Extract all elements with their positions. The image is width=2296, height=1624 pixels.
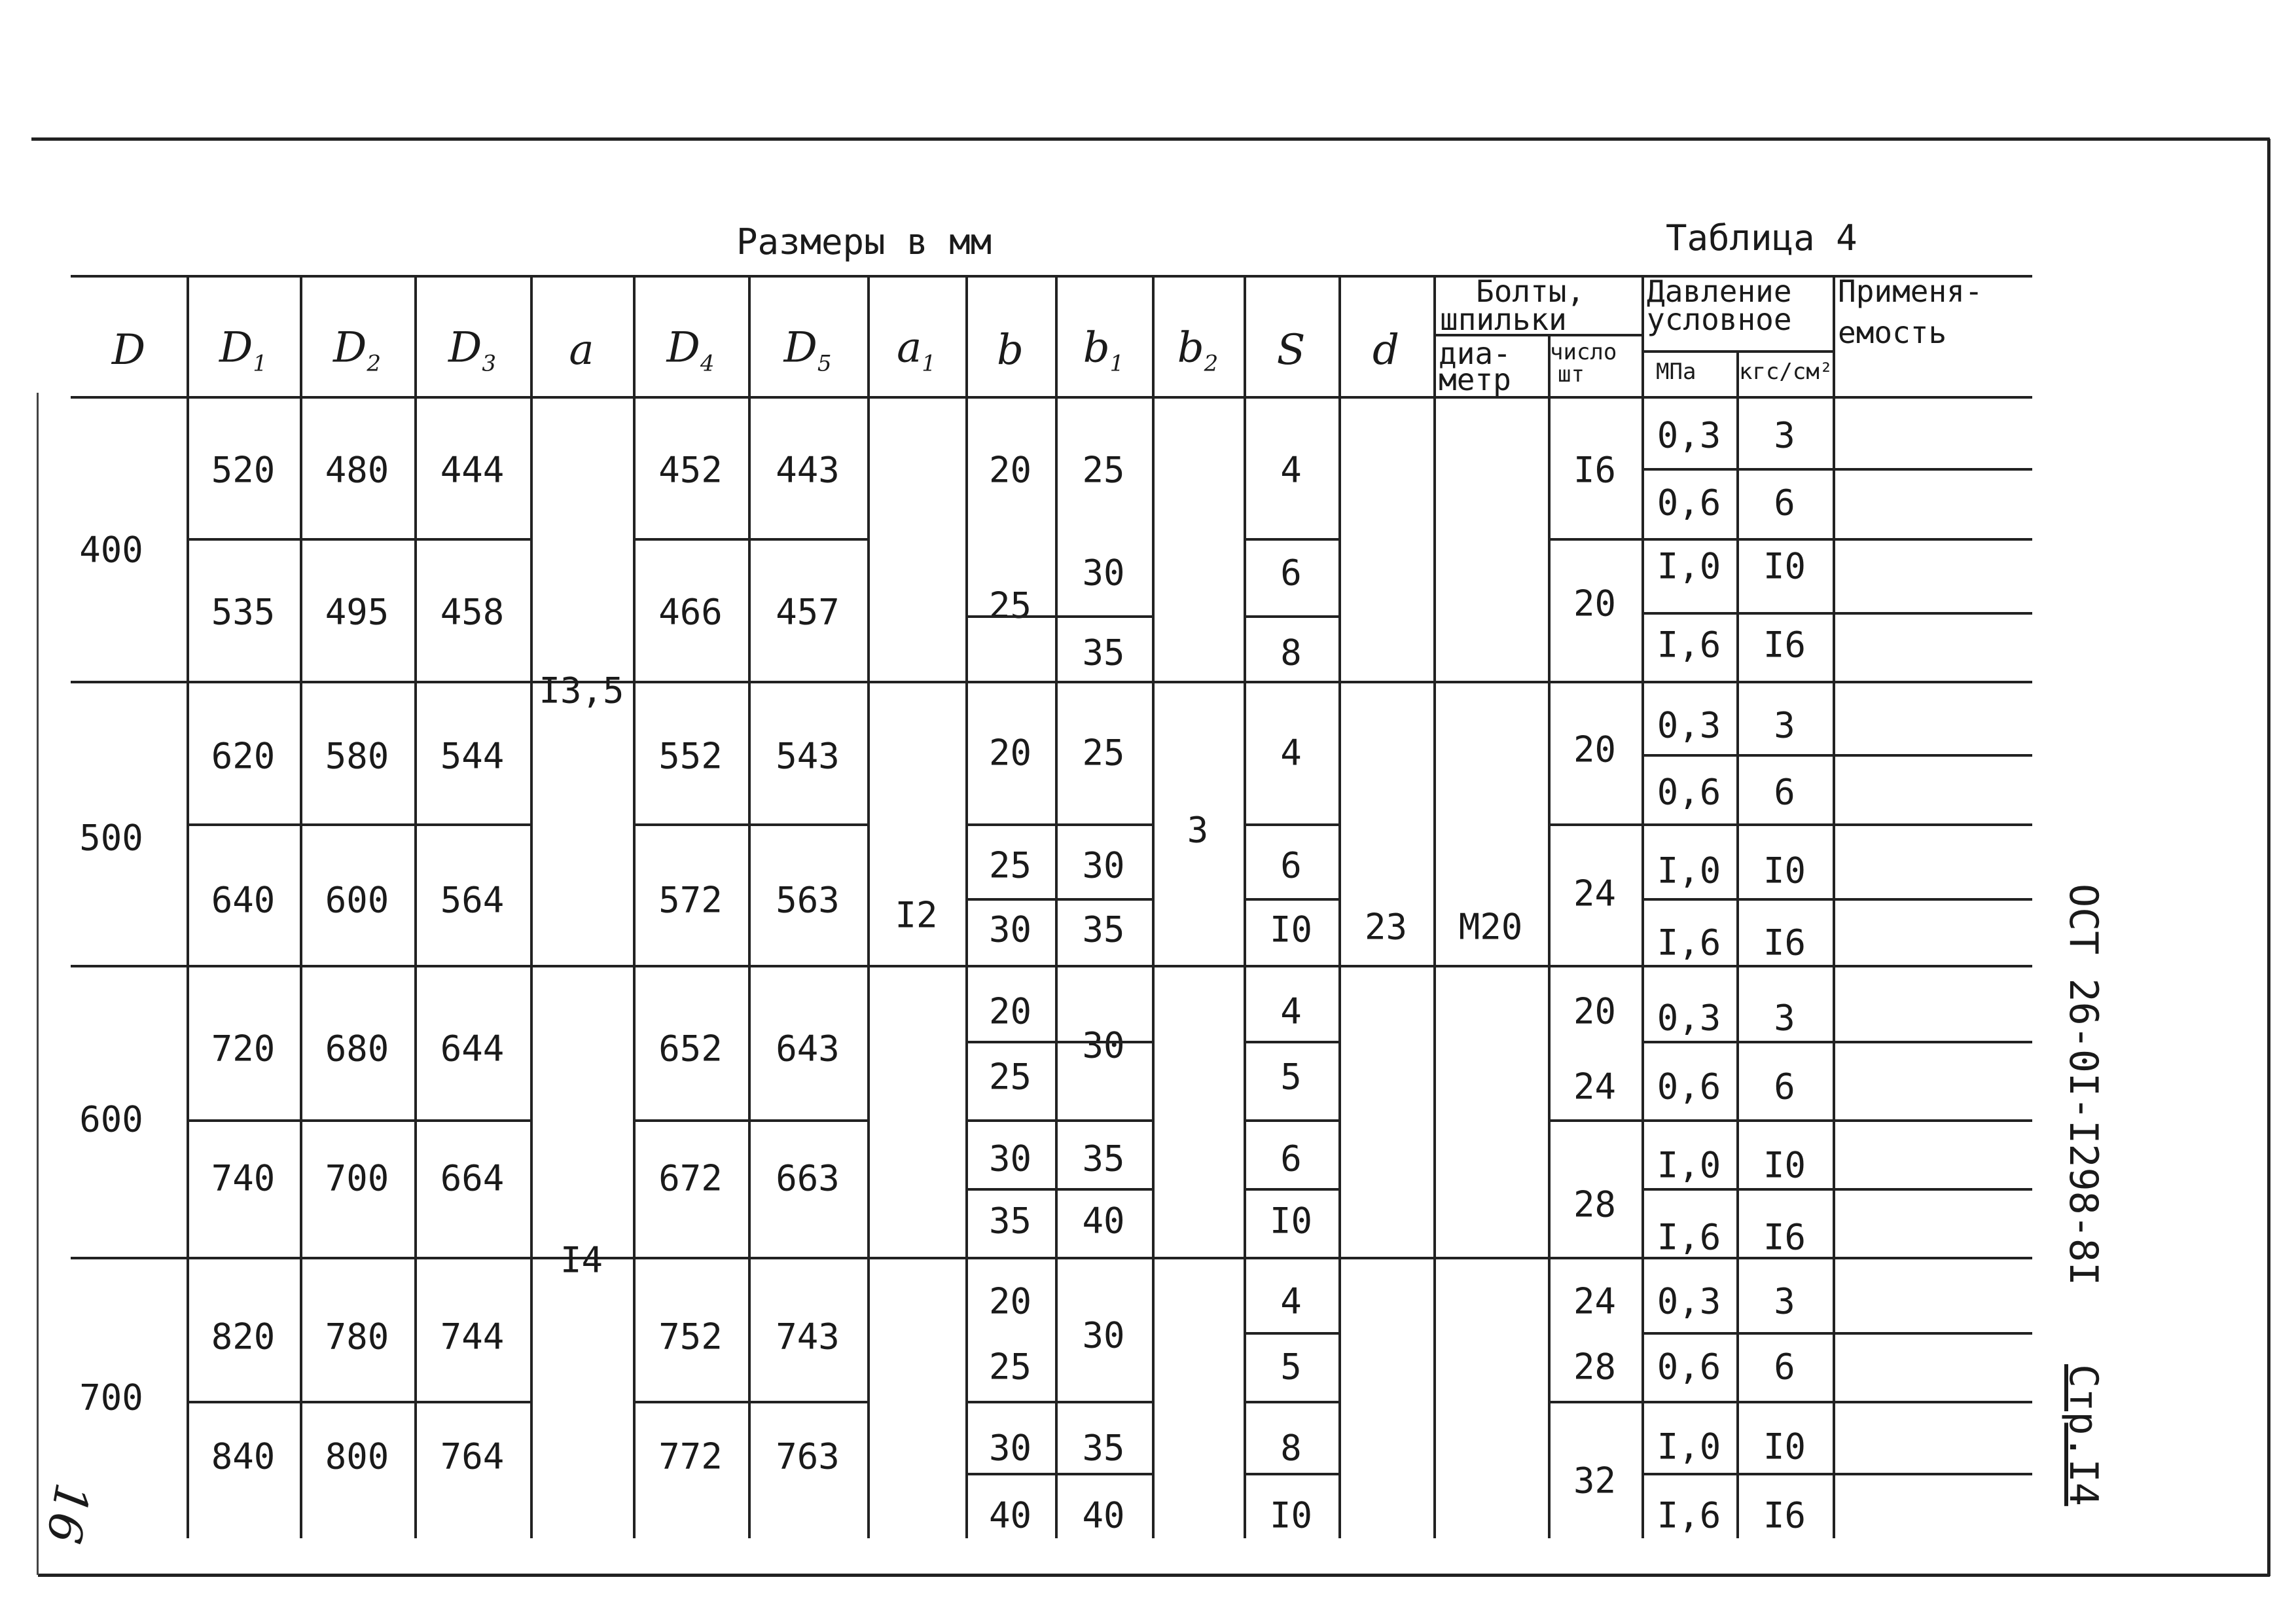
S-subrow-rule-0 xyxy=(1244,615,1338,618)
cell-S: I0 xyxy=(1269,909,1313,950)
frame-right-border xyxy=(2267,139,2270,1576)
S-subrow-rule-2 xyxy=(1244,1041,1338,1043)
cell-D3: 564 xyxy=(440,879,505,921)
header-bolt-count: число xyxy=(1550,339,1617,365)
column-rule-8 xyxy=(1055,275,1058,1538)
cell-pressure-kgf: I6 xyxy=(1763,1216,1806,1258)
header-usage-2: емость xyxy=(1838,315,1947,350)
S-subrow-rule-1 xyxy=(1244,898,1338,901)
header-D5-letter: D xyxy=(783,323,817,372)
cell-D2: 580 xyxy=(325,735,389,777)
column-rule-1 xyxy=(300,275,302,1538)
column-rule-3 xyxy=(530,275,533,1538)
cell-pressure-mpa: 0,3 xyxy=(1657,414,1721,456)
pressure-row-rule-1 xyxy=(1641,612,2032,615)
b-group-rule-1 xyxy=(965,1119,1152,1122)
cell-S: 4 xyxy=(1280,732,1302,774)
cell-D3: 458 xyxy=(440,591,505,633)
header-b2-index: 2 xyxy=(1204,350,1219,377)
cell-pressure-kgf: I6 xyxy=(1763,922,1806,964)
cell-D4: 652 xyxy=(658,1028,723,1070)
header-usage: Применя- xyxy=(1838,274,1983,309)
group-rule-1 xyxy=(71,965,2032,967)
header-mpa: МПа xyxy=(1656,359,1696,385)
header-pressure-2: условное xyxy=(1647,302,1792,337)
header-D-letter: D xyxy=(111,326,146,374)
header-a1-index: 1 xyxy=(922,350,936,377)
cell-a1: I2 xyxy=(895,894,938,936)
cell-b: 20 xyxy=(988,732,1032,774)
header-bolts: Болты, xyxy=(1476,274,1585,309)
header-b1 xyxy=(1083,324,1124,377)
header-b-letter: b xyxy=(997,326,1024,374)
cell-D2: 480 xyxy=(325,449,389,491)
cell-bolt-count: 20 xyxy=(1573,990,1617,1032)
cell-bolt-count: I6 xyxy=(1573,449,1617,491)
header-D4-letter: D xyxy=(666,323,700,372)
header-D1 xyxy=(219,324,267,377)
cell-S: 6 xyxy=(1280,1138,1302,1180)
cell-pressure-kgf: 6 xyxy=(1774,482,1795,524)
pressure-row-rule-0 xyxy=(1641,468,2032,471)
cell-D4: 466 xyxy=(658,591,723,633)
cell-b: 40 xyxy=(988,1494,1032,1536)
cell-b: 30 xyxy=(988,909,1032,950)
b-group-rule-2 xyxy=(965,1401,1152,1403)
cell-pressure-mpa: 0,3 xyxy=(1657,997,1721,1039)
column-rule-16 xyxy=(1833,275,1835,1538)
b-subrow-rule-3 xyxy=(965,1188,1152,1191)
cell-pressure-kgf: 6 xyxy=(1774,771,1795,813)
cell-D4: 752 xyxy=(658,1316,723,1358)
cell-S: 8 xyxy=(1280,1427,1302,1469)
cell-S: 5 xyxy=(1280,1346,1302,1388)
page-number: Стр.I4 xyxy=(2060,1364,2106,1506)
cell-D5: 743 xyxy=(776,1316,840,1358)
cell-D5: 457 xyxy=(776,591,840,633)
cell-pressure-kgf: I0 xyxy=(1763,1144,1806,1186)
subgroup-rule-mid-1 xyxy=(633,823,867,826)
cell-bolt-count: 20 xyxy=(1573,583,1617,624)
cell-S: 6 xyxy=(1280,844,1302,886)
cell-D3: 444 xyxy=(440,449,505,491)
cell-D2: 800 xyxy=(325,1435,389,1477)
cell-pressure-mpa: I,6 xyxy=(1657,1494,1721,1536)
cell-S: I0 xyxy=(1269,1200,1313,1242)
cell-b: 35 xyxy=(988,1200,1032,1242)
header-a xyxy=(569,326,594,374)
cell-pressure-kgf: 6 xyxy=(1774,1066,1795,1108)
cell-b1: 35 xyxy=(1082,909,1125,950)
cell-D3: 544 xyxy=(440,735,505,777)
header-D5-index: 5 xyxy=(817,350,832,377)
cell-D4: 452 xyxy=(658,449,723,491)
cell-b1: 30 xyxy=(1082,1024,1125,1066)
cell-b: 20 xyxy=(988,990,1032,1032)
cell-bolt-count: 24 xyxy=(1573,1280,1617,1322)
cell-D5: 663 xyxy=(776,1157,840,1199)
cell-b: 25 xyxy=(988,1056,1032,1098)
cell-pressure-kgf: 3 xyxy=(1774,1280,1795,1322)
cell-b1: 35 xyxy=(1082,1427,1125,1469)
cell-bolt-count: 32 xyxy=(1573,1460,1617,1502)
cell-pressure-kgf: I6 xyxy=(1763,1494,1806,1536)
S-subrow-rule-4 xyxy=(1244,1332,1338,1335)
header-D2 xyxy=(333,324,381,377)
count-rule-1 xyxy=(1548,823,1641,826)
cell-b1: 25 xyxy=(1082,449,1125,491)
frame-bottom-border xyxy=(38,1574,2270,1577)
count-rule-2 xyxy=(1548,1119,1641,1122)
S-group-rule-3 xyxy=(1244,1401,1338,1403)
cell-D2: 495 xyxy=(325,591,389,633)
cell-b1: 30 xyxy=(1082,844,1125,886)
cell-S: 6 xyxy=(1280,552,1302,594)
cell-bolt-count: 28 xyxy=(1573,1346,1617,1388)
cell-D5: 643 xyxy=(776,1028,840,1070)
cell-D1: 740 xyxy=(211,1157,276,1199)
cell-b1: 25 xyxy=(1082,732,1125,774)
cell-b1: 30 xyxy=(1082,1314,1125,1356)
cell-pressure-kgf: 3 xyxy=(1774,704,1795,746)
cell-pressure-mpa: I,0 xyxy=(1657,1144,1721,1186)
cell-b1: 35 xyxy=(1082,632,1125,674)
column-rule-14 xyxy=(1641,275,1644,1538)
cell-b: 20 xyxy=(988,1280,1032,1322)
pressure-row-rule-7 xyxy=(1641,1473,2032,1475)
units-caption: Размеры в мм xyxy=(736,221,992,262)
cell-D4: 572 xyxy=(658,879,723,921)
cell-bolt-count: 20 xyxy=(1573,729,1617,770)
cell-S: 4 xyxy=(1280,990,1302,1032)
cell-pressure-kgf: I6 xyxy=(1763,624,1806,666)
cell-a: I3,5 xyxy=(539,670,624,712)
column-rule-6 xyxy=(867,275,870,1538)
column-rule-9 xyxy=(1152,275,1155,1538)
cell-pressure-mpa: I,6 xyxy=(1657,1216,1721,1258)
b-subrow-rule-1 xyxy=(965,898,1152,901)
cell-bolt-count: 24 xyxy=(1573,1066,1617,1108)
header-bolts-2: шпильки xyxy=(1440,302,1567,337)
cell-b: 20 xyxy=(988,449,1032,491)
standard-code: ОСТ 26-0I-I298-8I xyxy=(2060,884,2106,1286)
column-rule-7 xyxy=(965,275,968,1538)
table-caption: Таблица 4 xyxy=(1666,217,1857,259)
column-rule-0 xyxy=(187,275,189,1538)
header-kgf: кгс/см² xyxy=(1739,359,1833,385)
cell-D1: 520 xyxy=(211,449,276,491)
cell-S: I0 xyxy=(1269,1494,1313,1536)
header-D1-index: 1 xyxy=(253,350,267,377)
pressure-row-rule-3 xyxy=(1641,898,2032,901)
subgroup-rule-mid-0 xyxy=(633,538,867,541)
cell-b2: 3 xyxy=(1187,809,1209,851)
header-b xyxy=(997,326,1024,374)
cell-D: 400 xyxy=(79,529,143,571)
header-S-letter: S xyxy=(1276,326,1306,374)
column-rule-11 xyxy=(1338,275,1341,1538)
column-rule-12 xyxy=(1433,275,1436,1538)
cell-D5: 543 xyxy=(776,735,840,777)
cell-pressure-mpa: I,0 xyxy=(1657,545,1721,587)
header-S xyxy=(1277,326,1306,374)
pressure-row-rule-4 xyxy=(1641,1041,2032,1043)
header-b1-letter: b xyxy=(1083,323,1110,372)
cell-pressure-kgf: I0 xyxy=(1763,545,1806,587)
pressure-row-rule-5 xyxy=(1641,1188,2032,1191)
subgroup-rule-left-3 xyxy=(187,1401,530,1403)
cell-pressure-mpa: 0,6 xyxy=(1657,771,1721,813)
b-subrow-rule-0 xyxy=(965,615,1152,618)
column-rule-4 xyxy=(633,275,636,1538)
cell-b1: 40 xyxy=(1082,1494,1125,1536)
frame-left-border xyxy=(37,393,39,1575)
frame-top-border xyxy=(31,137,2270,141)
cell-pressure-kgf: 3 xyxy=(1774,997,1795,1039)
cell-b: 25 xyxy=(988,844,1032,886)
cell-D4: 772 xyxy=(658,1435,723,1477)
cell-pressure-kgf: I0 xyxy=(1763,850,1806,892)
cell-D3: 664 xyxy=(440,1157,505,1199)
header-bolt-count-2: шт xyxy=(1558,361,1585,388)
group-rule-0 xyxy=(71,681,2032,683)
header-bolt-diameter-2: метр xyxy=(1439,362,1511,397)
header-D2-letter: D xyxy=(333,323,367,372)
column-rule-10 xyxy=(1244,275,1246,1538)
cell-D1: 820 xyxy=(211,1316,276,1358)
cell-pressure-kgf: I0 xyxy=(1763,1426,1806,1468)
cell-pressure-mpa: I,0 xyxy=(1657,850,1721,892)
cell-pressure-mpa: 0,6 xyxy=(1657,1346,1721,1388)
header-b2-letter: b xyxy=(1177,323,1204,372)
side-stamp xyxy=(2060,884,2106,1506)
cell-D2: 600 xyxy=(325,879,389,921)
group-rule-2 xyxy=(71,1257,2032,1259)
b-subrow-rule-4 xyxy=(965,1473,1152,1475)
cell-D1: 720 xyxy=(211,1028,276,1070)
cell-D4: 672 xyxy=(658,1157,723,1199)
cell-b: 25 xyxy=(988,1346,1032,1388)
header-a1 xyxy=(897,324,936,377)
b-group-rule-0 xyxy=(965,823,1152,826)
cell-S: 4 xyxy=(1280,449,1302,491)
cell-pressure-mpa: I,6 xyxy=(1657,624,1721,666)
header-D3 xyxy=(448,324,496,377)
header-D4-index: 4 xyxy=(700,350,715,377)
header-pressure: Давление xyxy=(1647,274,1792,309)
header-D3-index: 3 xyxy=(482,350,496,377)
header-a-letter: a xyxy=(569,326,594,374)
cell-D2: 700 xyxy=(325,1157,389,1199)
cell-pressure-kgf: 3 xyxy=(1774,414,1795,456)
b-subrow-rule-2 xyxy=(965,1041,1152,1043)
header-b1-index: 1 xyxy=(1109,350,1124,377)
cell-bolt-count: 24 xyxy=(1573,873,1617,914)
cell-S: 5 xyxy=(1280,1056,1302,1098)
S-group-rule-0 xyxy=(1244,538,1338,541)
cell-S: 8 xyxy=(1280,632,1302,674)
pressure-row-rule-6 xyxy=(1641,1332,2032,1335)
cell-D1: 535 xyxy=(211,591,276,633)
cell-D2: 780 xyxy=(325,1316,389,1358)
corner-number: 16 xyxy=(35,1479,101,1548)
cell-D3: 744 xyxy=(440,1316,505,1358)
subgroup-rule-left-0 xyxy=(187,538,530,541)
count-rule-0 xyxy=(1548,538,1641,541)
column-rule-5 xyxy=(748,275,751,1538)
cell-pressure-mpa: 0,3 xyxy=(1657,1280,1721,1322)
subgroup-rule-left-2 xyxy=(187,1119,530,1122)
cell-pressure-mpa: I,0 xyxy=(1657,1426,1721,1468)
cell-D: 600 xyxy=(79,1098,143,1140)
cell-D: 500 xyxy=(79,817,143,859)
cell-D1: 840 xyxy=(211,1435,276,1477)
S-subrow-rule-3 xyxy=(1244,1188,1338,1191)
column-rule-15 xyxy=(1736,350,1739,1538)
cell-bolt-count: 28 xyxy=(1573,1183,1617,1225)
cell-b1: 40 xyxy=(1082,1200,1125,1242)
cell-pressure-kgf: 6 xyxy=(1774,1346,1795,1388)
S-subrow-rule-5 xyxy=(1244,1473,1338,1475)
header-D3-letter: D xyxy=(448,323,482,372)
header-bolt-diameter: диа- xyxy=(1439,336,1511,371)
cell-b: 30 xyxy=(988,1138,1032,1180)
cell-D1: 620 xyxy=(211,735,276,777)
cell-D4: 552 xyxy=(658,735,723,777)
subgroup-rule-left-1 xyxy=(187,823,530,826)
subgroup-rule-mid-2 xyxy=(633,1119,867,1122)
cell-b: 25 xyxy=(988,585,1032,626)
header-a1-letter: a xyxy=(897,323,922,372)
header-d-letter: d xyxy=(1372,326,1399,374)
cell-b1: 35 xyxy=(1082,1138,1125,1180)
cell-D1: 640 xyxy=(211,879,276,921)
cell-b1: 30 xyxy=(1082,552,1125,594)
header-D1-letter: D xyxy=(219,323,253,372)
header-D xyxy=(112,326,145,374)
cell-D3: 644 xyxy=(440,1028,505,1070)
cell-D5: 563 xyxy=(776,879,840,921)
column-rule-13 xyxy=(1548,334,1551,1538)
column-rule-2 xyxy=(414,275,417,1538)
header-b2 xyxy=(1177,324,1219,377)
cell-S: 4 xyxy=(1280,1280,1302,1322)
cell-D3: 764 xyxy=(440,1435,505,1477)
cell-d: 23 xyxy=(1364,906,1408,948)
pressure-row-rule-2 xyxy=(1641,754,2032,757)
subgroup-rule-mid-3 xyxy=(633,1401,867,1403)
cell-D5: 763 xyxy=(776,1435,840,1477)
header-d xyxy=(1372,326,1399,374)
subgroup-rule-right-3 xyxy=(1548,1401,2032,1403)
cell-pressure-mpa: 0,6 xyxy=(1657,482,1721,524)
cell-D5: 443 xyxy=(776,449,840,491)
cell-a: I4 xyxy=(560,1239,603,1281)
header-D5 xyxy=(784,324,832,377)
cell-b: 30 xyxy=(988,1427,1032,1469)
cell-pressure-mpa: 0,3 xyxy=(1657,704,1721,746)
header-D4 xyxy=(667,324,715,377)
header-D2-index: 2 xyxy=(367,350,381,377)
S-group-rule-2 xyxy=(1244,1119,1338,1122)
cell-pressure-mpa: 0,6 xyxy=(1657,1066,1721,1108)
cell-D: 700 xyxy=(79,1377,143,1418)
cell-D2: 680 xyxy=(325,1028,389,1070)
cell-bolt-diameter: М20 xyxy=(1458,906,1523,948)
S-group-rule-1 xyxy=(1244,823,1338,826)
cell-pressure-mpa: I,6 xyxy=(1657,922,1721,964)
